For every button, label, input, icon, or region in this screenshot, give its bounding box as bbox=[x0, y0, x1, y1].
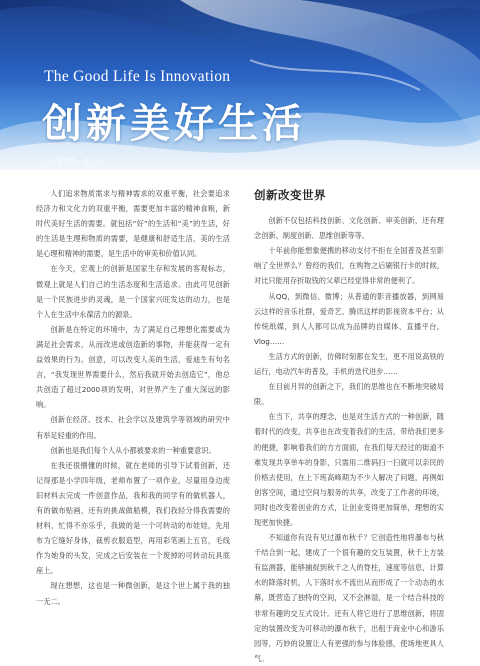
paragraph: 十年前你能想象便携的移动支付不拒在全国普及甚至影响了全世界么？曾经的我们，在购物之后刷银行卡的时候，对比只能用存折取钱的父辈已经觉得非常的便利了。 bbox=[254, 246, 444, 286]
paragraph: 创新在经济、技术、社会学以及建筑学等领域的研究中有举足轻重的作用。 bbox=[36, 415, 230, 440]
section-title: 创新改变世界 bbox=[254, 188, 326, 202]
byline: 文 / 郭金桥 · 总工办 bbox=[44, 157, 103, 165]
paragraph: 创新是在特定的环境中，为了满足自己理想化需要或为满足社会需求，从而改进或创造新的事物，并能获得一定有益效果的行为。创意，可以改变人美的生活，爱迪生有句名言，“我发现世界需要什么，然后我就开始去创造它”，他总共创造了超过2000项的发明，对世界产生了重大深远的影响。 bbox=[36, 324, 230, 410]
paragraph: 创新也是我们每个人从小都被要求的一种重要意识。 bbox=[50, 445, 216, 455]
title-chinese: 创新美好生活 bbox=[42, 101, 306, 147]
paragraph: 人们追求物质需求与精神需求的双重平衡，社会要追求经济力和文化力的双重平衡，需要更加丰富的精神食粮，新时代美好生活的需要。就包括“好”的生活和“美”的生活，好的生活是生理和物质的需要，是健康和舒适生活，美的生活是心理和精神的需要，是生活中的审美和价值认同。 bbox=[36, 189, 230, 259]
paragraph: 从QQ，到微信、微博；从普通的影音播放器，到网易云这样的音乐社群，爱奇艺、腾讯这样的影视资本平台；从传统纸媒，到人人都可以成为品牌的自媒体、直播平台，Vlog…… bbox=[254, 291, 444, 346]
paragraph: 在今天，宏观上的创新是国家生存和发展的客观标志，微观上就是人们自己的生活态度和生活追求。由此可见创新是一个民族进步的灵魂，是一个国家兴旺发达的动力，也是个人在生活中永葆活力的源泉。 bbox=[36, 264, 230, 319]
title-english: The Good Life Is Innovation bbox=[44, 68, 231, 85]
paragraph: 在目前月异的创新之下，我们的思维也在不断地突破局限。 bbox=[254, 382, 444, 407]
paragraph: 现在想想，这也是一种微创新，是这个世上属于我的独一无二。 bbox=[36, 581, 230, 606]
paragraph: 创新不仅包括科技创新、文化创新、审美创新，还有理念创新、制度创新、思维创新等等。 bbox=[254, 216, 444, 241]
paragraph: 在当下，共享的理念，也是对生活方式的一种创新，随着时代的改变，共享也在改变着我们的生活，带给我们更多的便捷，影响着我们的方方面面，在我们每天经过的街道不难发现共享单车的身影，只需用二维码扫一扫就可以亲民的价格去使用，在上下班高峰期为不少人解决了问题，再例如创客空间，通过空间与服务的共享，改变了工作者的环境，同时也改变着创业的方式，让创业变得更加简单，理想的实现更加快捷。 bbox=[254, 412, 444, 527]
paragraph: 不知道你有没有见过瀑布秋千？它创造性地将瀑布与秋千结合到一起，建成了一个很有趣的交互装置，秋千上方装有监测器，能够捕捉到秋千之人的脊柱，速度等信息，计算水的降落时机，人下落时水不流出从而形成了一个动态的水幕，既营造了独特的空间，又不会淋湿，是一个结合科技的非常有趣的交互式设计。还有人将它进行了思维创新，将固定的装置改变为可移动的瀑布秋千，出租于商业中心和游乐园等，巧妙的设置让人有更强的参与体验感，使场地更具人气。 bbox=[254, 533, 444, 663]
paragraph: 生活方式的创新，仿佛时刻都在发生，更不用说高铁的运行，电动汽车的普及，手机的迭代进步…… bbox=[254, 351, 444, 377]
right-column bbox=[254, 186, 444, 666]
paragraph: 在我还很懵懂的时候，就在老师的引导下试着创新，还记得那是小学四年级，老师布置了一项作业，尽量用身边废旧材料去完成一件创意作品，我和我的同学有的做机器人，有的做布贴画，还有的挑战做船模，我们我轻分得我需要的材料，忙得不亦乐乎，我做的是一个可转动的布娃娃，先用布为它缝好身体，裁剪衣服造型，再用彩笔画上五官，毛线作为她身的头发，完成之后安装在一个废掉的可转动玩具底座上。 bbox=[36, 460, 230, 576]
left-column bbox=[36, 186, 230, 609]
hero-banner bbox=[0, 0, 480, 170]
